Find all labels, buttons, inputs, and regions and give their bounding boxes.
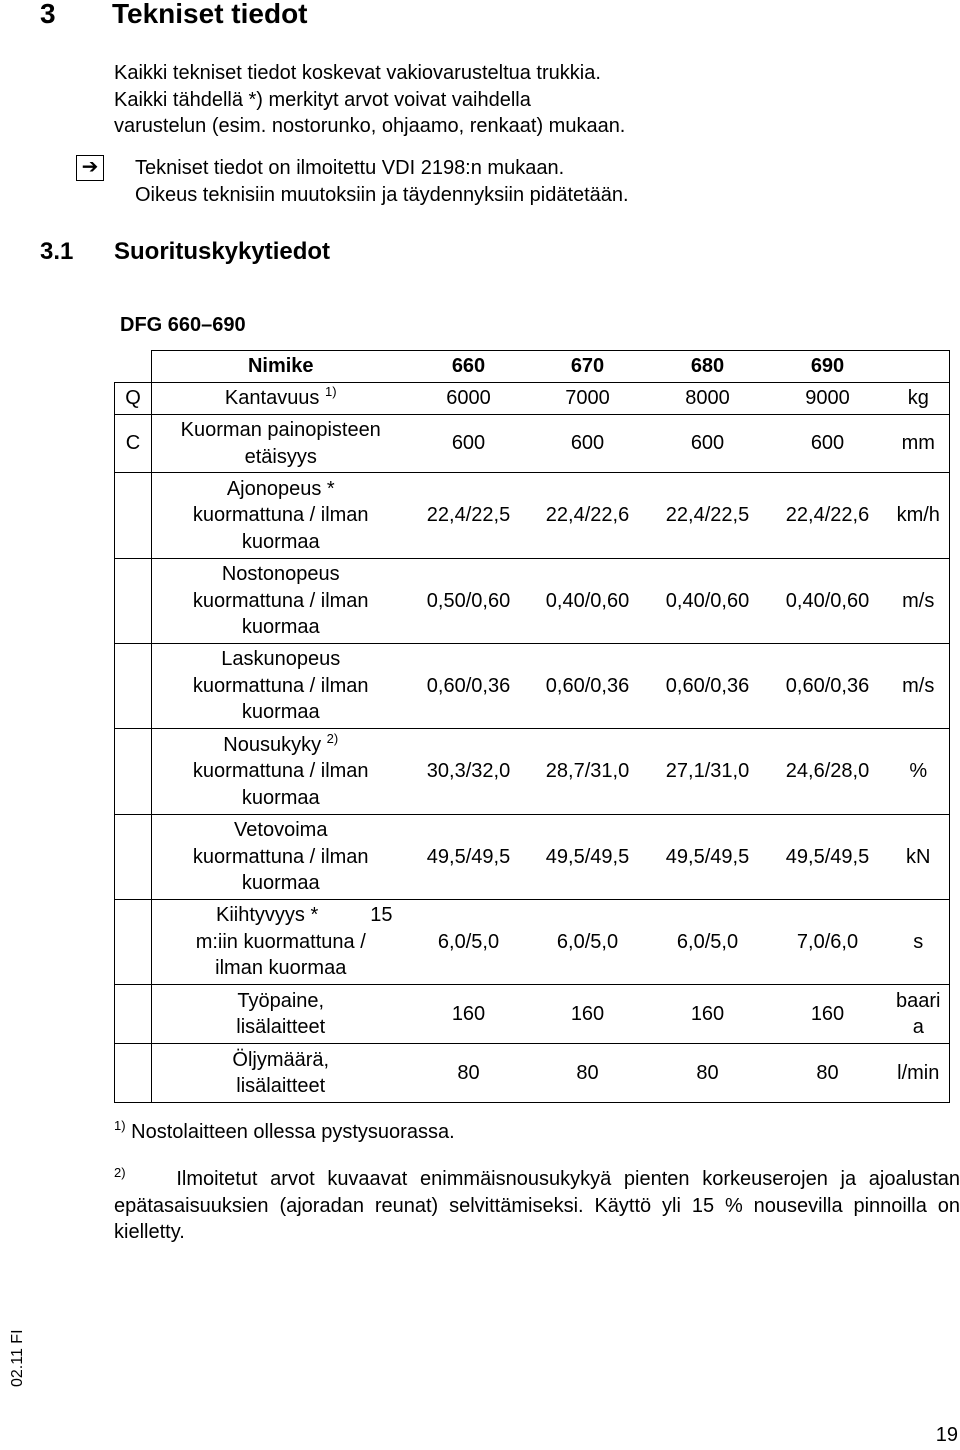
table-row (115, 900, 950, 985)
row-value: 0,50/0,60 (410, 559, 528, 644)
row-value: 0,60/0,36 (648, 644, 768, 729)
row-value: 0,60/0,36 (528, 644, 648, 729)
note-line: Oikeus teknisiin muutoksiin ja täydennyksiin pidätetään. (135, 183, 629, 206)
section-number: 3 (40, 0, 56, 29)
table-row (115, 383, 950, 415)
row-value: 49,5/49,5 (410, 815, 528, 900)
footnote-mark: 1) (114, 1118, 126, 1133)
row-symbol (115, 900, 152, 985)
table-row (115, 415, 950, 473)
row-value: 22,4/22,6 (528, 473, 648, 559)
row-unit: l/min (888, 1044, 950, 1103)
row-value: 9000 (768, 383, 888, 415)
footnote-text: Ilmoitetut arvot kuvaavat enimmäisnousukykyä pienten korkeuserojen ja ajoalustan epätasaisuuksien (ajoradan reunat) selvittämiseksi. Käyttö yli 15 % nousevilla pinnoilla on kielletty. (114, 1168, 960, 1243)
row-unit: baari a (888, 985, 950, 1044)
intro-line: Kaikki tähdellä *) merkityt arvot voivat vaihdella (114, 88, 531, 111)
row-label: Kantavuus $^{1)}$ (152, 383, 410, 415)
row-label: Työpaine, lisälaitteet (152, 985, 410, 1044)
section-heading (40, 0, 308, 30)
header-col: 680 (648, 351, 768, 383)
header-col: 660 (410, 351, 528, 383)
header-col: 690 (768, 351, 888, 383)
row-value: 0,40/0,60 (648, 559, 768, 644)
row-value: 22,4/22,5 (410, 473, 528, 559)
row-value: 0,60/0,36 (768, 644, 888, 729)
row-value: 0,40/0,60 (528, 559, 648, 644)
row-value: 80 (768, 1044, 888, 1103)
table-header-row (115, 351, 950, 383)
row-label: Laskunopeus kuormattuna / ilman kuormaa (152, 644, 410, 729)
arrow-right-icon: ➔ (76, 155, 104, 181)
section-title: Tekniset tiedot (112, 0, 308, 29)
row-symbol: C (115, 415, 152, 473)
row-value: 8000 (648, 383, 768, 415)
note-text (135, 155, 629, 208)
note-line: Tekniset tiedot on ilmoitettu VDI 2198:n mukaan. (135, 157, 565, 179)
footnote-ref: 1) (325, 384, 337, 400)
intro-paragraph (114, 60, 625, 140)
table-row (115, 985, 950, 1044)
page-number: 19 (935, 1424, 958, 1446)
row-unit: s (888, 900, 950, 985)
row-value: 80 (528, 1044, 648, 1103)
subsection-number: 3.1 (40, 238, 74, 265)
row-value: 49,5/49,5 (528, 815, 648, 900)
row-value: 160 (410, 985, 528, 1044)
row-unit: km/h (888, 473, 950, 559)
footnote-1 (114, 1118, 455, 1144)
header-blank (115, 351, 152, 383)
row-unit: kg (888, 383, 950, 415)
row-label: Nostonopeus kuormattuna / ilman kuormaa (152, 559, 410, 644)
header-label: Nimike (152, 351, 410, 383)
row-value: 160 (528, 985, 648, 1044)
model-range: DFG 660–690 (120, 314, 246, 336)
row-value: 28,7/31,0 (528, 729, 648, 815)
row-value: 80 (648, 1044, 768, 1103)
row-value: 6,0/5,0 (410, 900, 528, 985)
row-symbol (115, 559, 152, 644)
table-row (115, 1044, 950, 1103)
subsection-heading (40, 238, 330, 266)
row-label: Kuorman painopisteen etäisyys (152, 415, 410, 473)
row-value: 22,4/22,5 (648, 473, 768, 559)
row-symbol (115, 473, 152, 559)
row-value: 160 (648, 985, 768, 1044)
header-col: 670 (528, 351, 648, 383)
footnote-ref: 2) (326, 730, 339, 746)
row-value: 0,60/0,36 (410, 644, 528, 729)
row-label: Nousukyky $^{2)}$ kuormattuna / ilman kuormaa (152, 729, 410, 815)
row-value: 600 (768, 415, 888, 473)
row-value: 6000 (410, 383, 528, 415)
row-value: 22,4/22,6 (768, 473, 888, 559)
header-unit (888, 351, 950, 383)
subsection-title: Suorituskykytiedot (114, 238, 331, 265)
row-value: 6,0/5,0 (528, 900, 648, 985)
row-value: 27,1/31,0 (648, 729, 768, 815)
row-unit: % (888, 729, 950, 815)
row-value: 49,5/49,5 (648, 815, 768, 900)
row-value: 0,40/0,60 (768, 559, 888, 644)
table-row (115, 559, 950, 644)
row-symbol (115, 1044, 152, 1103)
row-value: 24,6/28,0 (768, 729, 888, 815)
footnote-text: Nostolaitteen ollessa pystysuorassa. (131, 1121, 455, 1143)
revision-label: 02.11 FI (9, 1329, 26, 1387)
intro-line: Kaikki tekniset tiedot koskevat vakiovarusteltua trukkia. (114, 62, 601, 84)
row-symbol (115, 729, 152, 815)
row-unit: m/s (888, 559, 950, 644)
table-row (115, 473, 950, 559)
table-row (115, 815, 950, 900)
row-value: 6,0/5,0 (648, 900, 768, 985)
row-label: Öljymäärä, lisälaitteet (152, 1044, 410, 1103)
row-unit: kN (888, 815, 950, 900)
row-unit: m/s (888, 644, 950, 729)
row-value: 600 (528, 415, 648, 473)
row-unit: mm (888, 415, 950, 473)
row-value: 80 (410, 1044, 528, 1103)
footnote-2 (114, 1166, 960, 1246)
row-label: Ajonopeus * kuormattuna / ilman kuormaa (152, 473, 410, 559)
row-symbol (115, 644, 152, 729)
row-value: 600 (648, 415, 768, 473)
row-symbol: Q (115, 383, 152, 415)
row-value: 49,5/49,5 (768, 815, 888, 900)
footnote-mark: 2) (114, 1165, 126, 1180)
table-row (115, 644, 950, 729)
row-value: 30,3/32,0 (410, 729, 528, 815)
row-symbol (115, 985, 152, 1044)
row-value: 7,0/6,0 (768, 900, 888, 985)
row-value: 7000 (528, 383, 648, 415)
performance-table (114, 350, 950, 1103)
row-label: Vetovoima kuormattuna / ilman kuormaa (152, 815, 410, 900)
row-symbol (115, 815, 152, 900)
table-row (115, 729, 950, 815)
intro-line: varustelun (esim. nostorunko, ohjaamo, renkaat) mukaan. (114, 115, 626, 137)
row-label: Kiihtyvyys * 15 m:iin kuormattuna / ilman kuormaa (152, 900, 410, 985)
row-value: 600 (410, 415, 528, 473)
row-value: 160 (768, 985, 888, 1044)
